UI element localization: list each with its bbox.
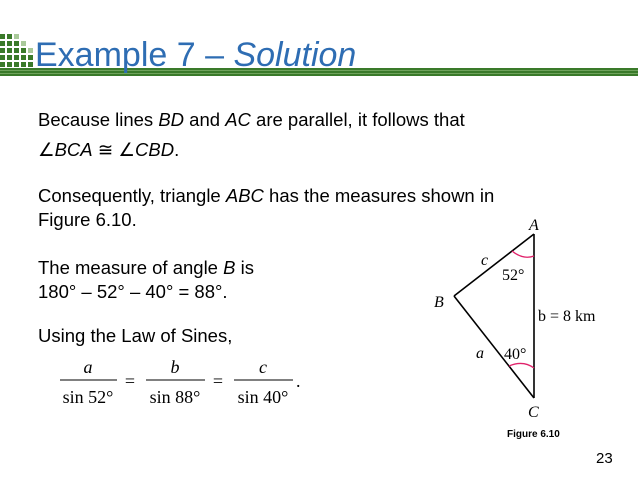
side-c-line: [454, 234, 534, 296]
angle-a-arc: [512, 251, 534, 257]
denominator-sin52: sin 52°: [62, 387, 114, 407]
congruent-symbol: ≅: [92, 139, 119, 160]
angle-c-label: 40°: [504, 346, 527, 363]
paragraph-parallel-lines: [38, 108, 465, 162]
denominator-sin40: sin 40°: [237, 387, 289, 407]
side-a-label: a: [476, 345, 484, 362]
title-emphasis: Solution: [233, 36, 357, 74]
paragraph-line: 180° – 52° – 40° = 88°.: [38, 281, 228, 302]
vertex-b-label: B: [434, 294, 444, 311]
equals-sign: =: [212, 371, 224, 391]
paragraph-line: Consequently, triangle ABC has the measures shown in: [38, 185, 495, 206]
paragraph-line: Using the Law of Sines,: [38, 325, 233, 346]
paragraph-law-of-sines: [38, 324, 232, 348]
paragraph-line: The measure of angle B is: [38, 257, 254, 278]
paragraph-angle-b: [38, 256, 254, 304]
angle-a-label: 52°: [502, 267, 525, 284]
paragraph-line: ∠BCA ≅ ∠CBD.: [38, 139, 180, 160]
numerator-b: b: [170, 357, 180, 377]
page-title: [35, 36, 356, 75]
angle-symbol: ∠: [38, 139, 55, 160]
denominator-sin88: sin 88°: [149, 387, 201, 407]
vertex-a-label: A: [529, 217, 539, 234]
numerator-c: c: [259, 357, 267, 377]
angle-symbol: ∠: [118, 139, 136, 160]
paragraph-line: Because lines BD and AC are parallel, it follows that: [38, 109, 465, 130]
triangle-figure: [420, 210, 620, 430]
title-text: Example 7 –: [35, 36, 234, 74]
paragraph-line: Figure 6.10.: [38, 209, 137, 230]
side-c-label: c: [481, 252, 489, 269]
law-of-sines-equation: [56, 356, 316, 414]
equation-period: .: [296, 371, 301, 391]
page-number: 23: [596, 450, 613, 467]
vertex-c-label: C: [528, 404, 539, 421]
figure-caption: Figure 6.10: [507, 429, 560, 440]
numerator-a: a: [83, 357, 93, 377]
side-b-label: b = 8 km: [538, 308, 596, 325]
equals-sign: =: [124, 371, 136, 391]
angle-c-arc: [509, 363, 534, 368]
